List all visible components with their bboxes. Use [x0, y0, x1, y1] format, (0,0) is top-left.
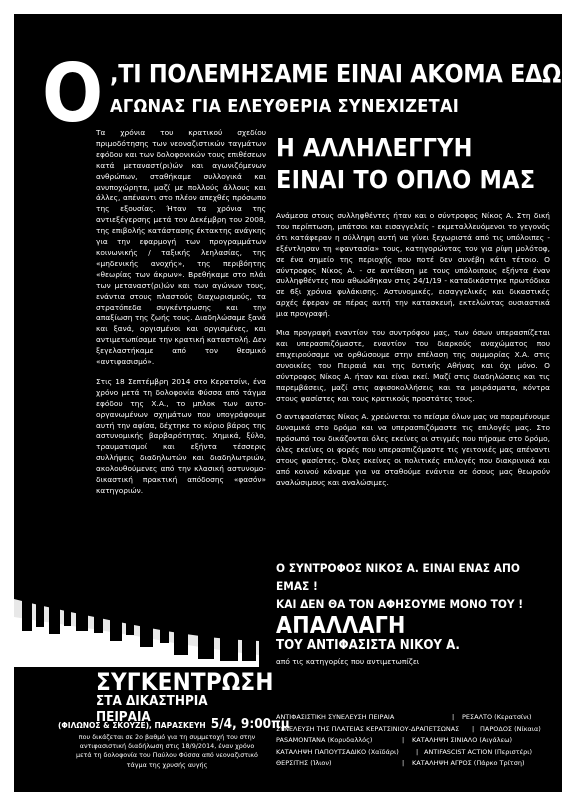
signers-row: [276, 758, 552, 770]
right-paragraph: Ανάμεσα στους συλληφθέντες ήταν και ο σύντροφος Νίκος Α. Στη δική του περίπτωση, μπάτσοι και εισαγγελείς - εκμεταλλευόμενοι το γεγονός ότι κατάφεραν η σύλληψη αυτή να γίνει ξεχωριστά από τις υπόλοιπες - εξέντλησαν τη «φαντασία» τους, κατηγορώντας τον για ρίψη μολότοφ, σε ένα σημείο της περιοχής που ποτέ δεν συνέβη κάτι τέτοιο. Ο σύντροφος Νίκος Α. - σε αντίθεση με τους υπόλοιπους εξήντα έναν συλληφθέντες που αθωώθηκαν στις 24/1/19 - καταδικάστηκε πρωτόδικα σε 6ξι χρόνια φυλάκισης. Αστυνομικές, εισαγγελικές και δικαστικές αρχές έφεραν σε πέρας αυτή την κατασκευή, εκτελώντας ουσιαστικά μια προγραφή.: [276, 211, 550, 319]
signer: ΑΝΤΙΦΑΣΙΣΤΙΚΗ ΣΥΝΕΛΕΥΣΗ ΠΕΙΡΑΙΑ: [276, 713, 395, 721]
release-subtitle: ΤΟΥ ΑΝΤΙΦΑΣΙΣΤΑ ΝΙΚΟΥ Α.: [276, 638, 460, 653]
signer: ΚΑΤΑΛΗΨΗ ΠΑΠΟΥΤΣΑΔΙΚΟ (Χαϊδάρι): [276, 747, 399, 756]
gathering-when: [58, 713, 290, 732]
poster-title: ,ΤΙ ΠΟΛΕΜΗΣΑΜΕ ΕΙΝΑΙ ΑΚΟΜΑ ΕΔΩ: [110, 59, 561, 88]
signers-row: [276, 735, 552, 747]
solidarity-heading: [276, 132, 535, 196]
title-initial: O: [42, 47, 102, 140]
signer-separator: |: [452, 713, 455, 721]
signer: ΡΕΣΑΛΤΟ (Κερατσίνι): [462, 713, 532, 721]
right-paragraph: Ο αντιφασίστας Νίκος Α. χρεώνεται το πείσμα όλων μας να παραμένουμε δυναμικά στο δρόμο και να υπερασπιζόμαστε τις επιλογές μας. Στο πρόσωπό του δικάζονται όλες εκείνες οι στιγμές που πήραμε στο δρόμο, όλες εκείνες οι φορές που υπερασπιζόμαστε τις γειτονιές μας απέναντι στους φασίστες. Όλες εκείνες οι πολιτικές επιλογές που διακρινικά και από κοινού κάναμε για να σταθούμε ενάντια σε όσους μας θεωρούν αναλώσιμους και αναλώσιμες.: [276, 412, 550, 487]
signer: ΘΕΡΣΙΤΗΣ (Ίλιον): [276, 759, 332, 768]
signer: ANTIFASCIST ACTION (Περιστέρι): [424, 747, 533, 756]
signer: ΠΑΡΟΔΟΣ (Νίκαια): [480, 724, 541, 733]
signer-separator: |: [472, 724, 475, 733]
signer-separator: |: [402, 736, 405, 745]
left-column: [96, 128, 266, 506]
signers-list: [276, 712, 552, 770]
signer: ΚΑΤΑΛΗΨΗ ΣΙΝΙΑΛΟ (Αιγάλεω): [412, 736, 513, 745]
gathering-title: ΣΥΓΚΕΝΤΡΩΣΗ: [96, 668, 274, 696]
signers-row: [276, 724, 552, 736]
protest-crowd-photo: [14, 529, 259, 667]
gathering-address: (ΦΙΛΩΝΟΣ & ΣΚΟΥΖΕ), ΠΑΡΑΣΚΕΥΗ: [58, 721, 206, 730]
poster: [14, 14, 562, 792]
signers-row: [276, 747, 552, 759]
gathering-block: [14, 668, 290, 792]
release-demand: [276, 614, 556, 668]
comrade-slogan: [276, 559, 556, 613]
signers-row: [276, 712, 552, 724]
comrade-line-2: ΚΑΙ ΔΕΝ ΘΑ ΤΟΝ ΑΦΗΣΟΥΜΕ ΜΟΝΟ ΤΟΥ !: [276, 597, 524, 611]
left-paragraph: Τα χρόνια του κρατικού σχεδίου πριμοδότησης των νεοναζιστικών ταγμάτων εφόδου και των δολοφονικών τους επιθέσεων κατά μεταναστ(ρι)ών και αγωνιζόμενων ανθρώπων, σταθήκαμε συλλογικά και ανυποχώρητα, μαζί με πολλούς άλλους και άλλες, απέναντι στο πλέον απεχθές πρόσωπο της εξουσίας. Ήταν τα χρόνια της αντιεξέγερσης μετά τον Δεκέμβρη του 2008, της επιβολής κατάστασης έκτακτης ανάγκης για την εφαρμογή των προγραμμάτων κοινωνικής / ταξικής λεηλασίας, της «μηδενικής ανοχής», της περιβόητης «θεωρίας των άκρων». Βρεθήκαμε στο πλάι των μεταναστ(ρι)ών και των αγώνων τους, ενάντια στους πλαστούς διαχωρισμούς, τα στρατόπεδα συγκέντρωσης και την απαξίωση της ζωής τους. Διαδηλώσαμε ξανά και ξανά, οργισμένοι και οργισμένες, και αντιμετωπίσαμε την κρατική καταστολή. Δεν ξεγελαστήκαμε από τον θεσμικό «αντιφασισμό».: [96, 128, 266, 367]
release-note: από τις κατηγορίες που αντιμετωπίζει: [276, 657, 420, 666]
gathering-place: ΣΤΑ ΔΙΚΑΣΤΗΡΙΑ ΠΕΙΡΑΙΑ: [96, 694, 208, 725]
gathering-note: που δικάζεται σε 2ο βαθμό για τη συμμετοχή του στην αντιφασιστική διαδήλωση στις 18/9/2014, έναν χρόνο μετά τη δολοφονία του Παύλου Φύσσα από νεοναζιστικό τάγμα της χρυσής αυγής: [76, 733, 258, 769]
right-column: [276, 211, 550, 497]
signer: ΣΥΝΕΛΕΥΣΗ ΤΗΣ ΠΛΑΤΕΙΑΣ ΚΕΡΑΤΣΙΝΙΟΥ-ΔΡΑΠΕΤΣΩΝΑΣ: [276, 724, 460, 733]
right-paragraph: Μια προγραφή εναντίον του συντρόφου μας, των όσων υπερασπίζεται και υπερασπιζόμαστε, εναντίον του διαρκούς αναχώματος που επιχειρούσαμε να ορθώσουμε στην επέλαση της συμμορίας Χ.Α. στις συνοικίες του Πειραιά και της δυτικής Αθήνας και όχι μόνο. Ο σύντροφος Νίκος Α. ήταν και είναι εκεί. Μαζί στις διαδηλώσεις και τις παρεμβάσεις, μαζί στις αφισοκολλήσεις και τα μοιράσματα, κόντρα στους φασίστες και τους κρατικούς προστάτες τους.: [276, 328, 550, 403]
left-paragraph: Στις 18 Σεπτέμβρη 2014 στο Κερατσίνι, ένα χρόνο μετά τη δολοφονία Φύσσα από τάγμα εφόδου της Χ.Α., το μπλοκ των αυτο-οργανωμένων σχημάτων που υπογράφουμε αυτή την αφίσα, δέχτηκε το κύριο βάρος της αστυνομικής βαρβαρότητας. Χημικά, ξύλο, τραυματισμοί και εξήντα τέσσερις συλλήψεις διαδηλωτών και διαδηλωτριών, ακολουθούμενες από την κλασική αστυνομο-δικαστική πρακτική απόδοσης «φασόν» κατηγοριών.: [96, 376, 266, 495]
gathering-datetime: 5/4, 9:00πμ: [210, 716, 290, 732]
signer-separator: |: [416, 747, 419, 756]
signer-separator: |: [402, 759, 405, 768]
signer: ΚΑΤΑΛΗΨΗ ΑΓΡΟΣ (Πάρκο Τρίτση): [412, 759, 525, 768]
signer: PASAMONTANA (Κορυδαλλός): [276, 736, 373, 745]
solidarity-line-2: ΕΙΝΑΙ ΤΟ ΟΠΛΟ ΜΑΣ: [276, 165, 536, 194]
release-title: ΑΠΑΛΛΑΓΗ: [276, 613, 406, 639]
poster-subtitle: ΑΓΩΝΑΣ ΓΙΑ ΕΛΕΥΘΕΡΙΑ ΣΥΝΕΧΙΖΕΤΑΙ: [110, 96, 460, 117]
solidarity-line-1: Η ΑΛΛΗΛΕΓΓΥΗ: [276, 133, 473, 162]
comrade-line-1: Ο ΣΥΝΤΡΟΦΟΣ ΝΙΚΟΣ Α. ΕΙΝΑΙ ΕΝΑΣ ΑΠΟ ΕΜΑΣ !: [276, 561, 520, 593]
